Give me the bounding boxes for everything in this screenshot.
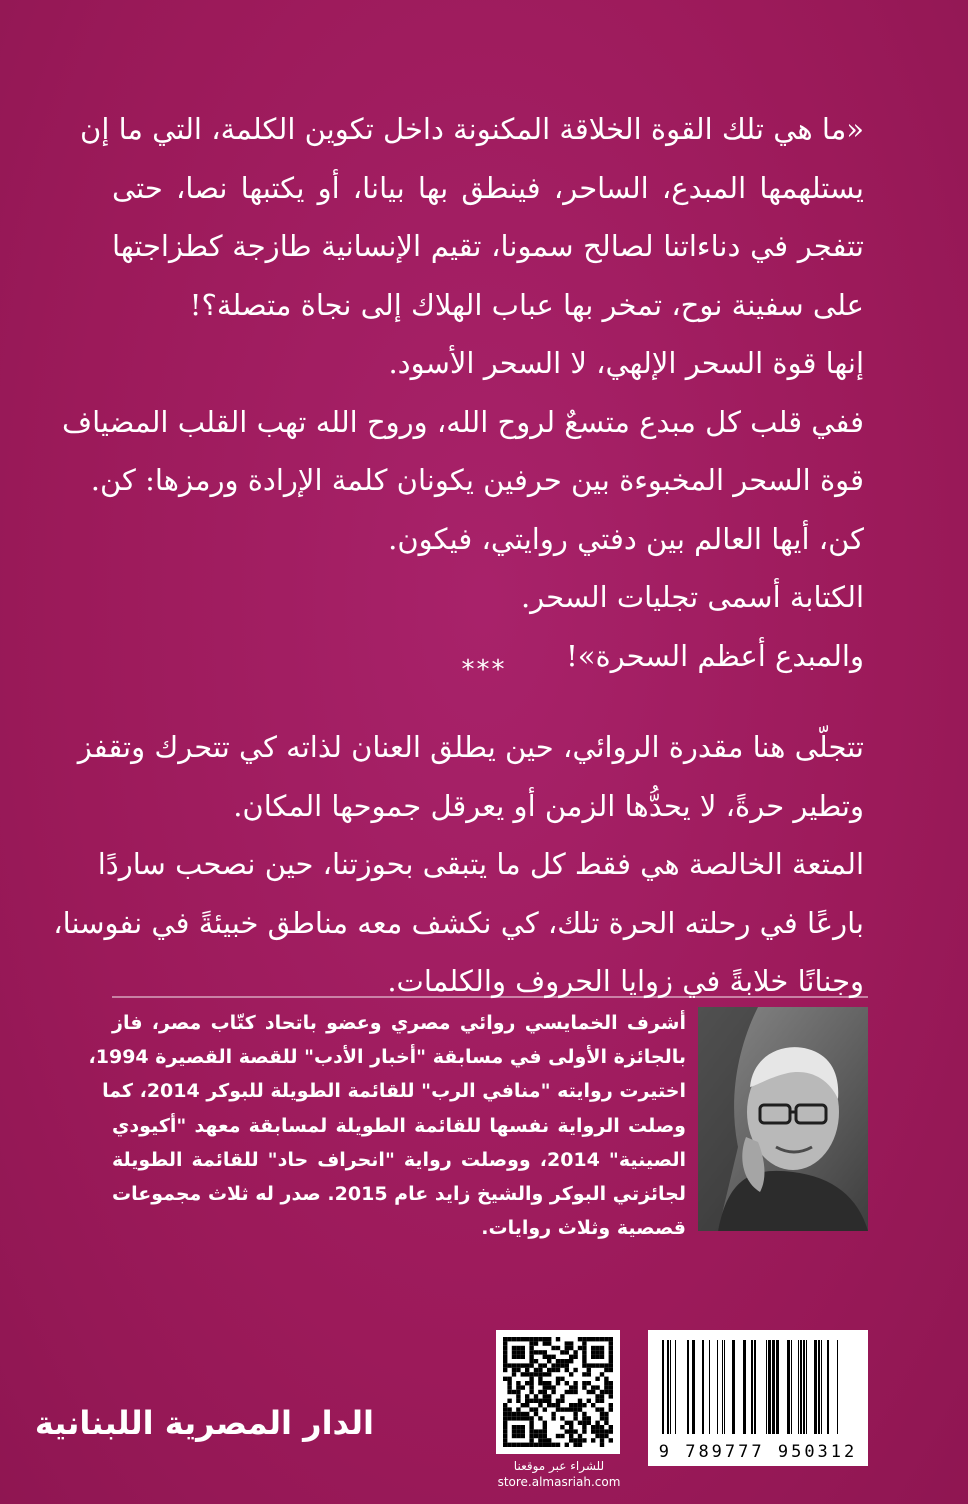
- barcode-bars: [648, 1330, 868, 1438]
- blurb-line: كن، أيها العالم بين دفتي روايتي، فيكون.: [388, 521, 864, 556]
- qr-caption-text: للشراء عبر موقعنا: [513, 1459, 605, 1473]
- isbn-barcode: [648, 1330, 868, 1466]
- blurb-line: تتفجر في دناءاتنا لصالح سمونا، تقيم الإنسانية طازجة كطزاجتها: [112, 229, 864, 263]
- bio-line: وصلت الرواية نفسها للقائمة الطويلة لمسابقة معهد "أكيودي: [112, 1114, 686, 1137]
- bio-line: الصينية" 2014، ووصلت رواية "انحراف حاد" للقائمة الطويلة: [112, 1148, 686, 1171]
- bio-line: أشرف الخمايسي روائي مصري وعضو باتحاد كتّاب مصر، فاز: [112, 1012, 686, 1034]
- isbn-number: 9 789777 950312: [658, 1442, 858, 1462]
- blurb-line: على سفينة نوح، تمخر بها عباب الهلاك إلى نجاة متصلة؟!: [189, 287, 864, 322]
- blurb-line: قوة السحر المخبوءة بين حرفين يكونان كلمة الإرادة ورمزها: كن.: [90, 463, 864, 497]
- blurb-line: يستلهمها المبدع، الساحر، فينطق بها بيانا، أو يكتبها نصا، حتى: [112, 170, 864, 205]
- divider-line: [112, 996, 868, 998]
- blurb-line: والمبدع أعظم السحرة»!: [566, 638, 864, 673]
- description-blurb: [53, 718, 864, 1011]
- blurb-line: تتجلّى هنا مقدرة الروائي، حين يطلق العنان لذاته كي تتحرك وتقفز: [77, 730, 864, 764]
- blurb-line: ففي قلب كل مبدع متسعٌ لروح الله، وروح الله تهب القلب المضياف: [62, 404, 864, 439]
- bio-line: لجائزتي البوكر والشيخ زايد عام 2015. صدر له ثلاث مجموعات: [112, 1182, 687, 1205]
- blurb-line: إنها قوة السحر الإلهي، لا السحر الأسود.: [388, 346, 864, 380]
- publisher-logo: الدار المصرية اللبنانية: [34, 1404, 374, 1442]
- blurb-line: الكتابة أسمى تجليات السحر.: [520, 580, 864, 614]
- blurb-line: «ما هي تلك القوة الخلاقة المكنونة داخل تكوين الكلمة، التي ما إن: [80, 112, 864, 146]
- qr-code-image: [496, 1330, 620, 1454]
- bio-line: قصصية وثلاث روايات.: [481, 1217, 686, 1240]
- author-photo: [698, 1007, 868, 1231]
- blurb-line: المتعة الخالصة هي فقط كل ما يتبقى بحوزتنا، حين نصحب ساردًا: [97, 847, 864, 881]
- blurb-line: وجنانًا خلابةً في زوايا الحروف والكلمات.: [387, 964, 864, 998]
- quote-blurb: [62, 100, 864, 685]
- qr-code[interactable]: [496, 1330, 620, 1454]
- section-separator: ***: [461, 655, 507, 685]
- qr-caption: [486, 1458, 632, 1490]
- store-url-link[interactable]: store.almasriah.com: [497, 1475, 621, 1489]
- blurb-line: بارعًا في رحلته الحرة تلك، كي نكشف معه مناطق خبيئةً في نفوسنا،: [53, 905, 864, 940]
- author-bio: [88, 1006, 687, 1245]
- blurb-line: وتطير حرةً، لا يحدُّها الزمن أو يعرقل جموحها المكان.: [233, 788, 864, 823]
- bio-line: بالجائزة الأولى في مسابقة "أخبار الأدب" للقصة القصيرة 1994،: [88, 1046, 686, 1069]
- bio-line: اختيرت روايته "منافي الرب" للقائمة الطويلة للبوكر 2014، كما: [102, 1080, 686, 1103]
